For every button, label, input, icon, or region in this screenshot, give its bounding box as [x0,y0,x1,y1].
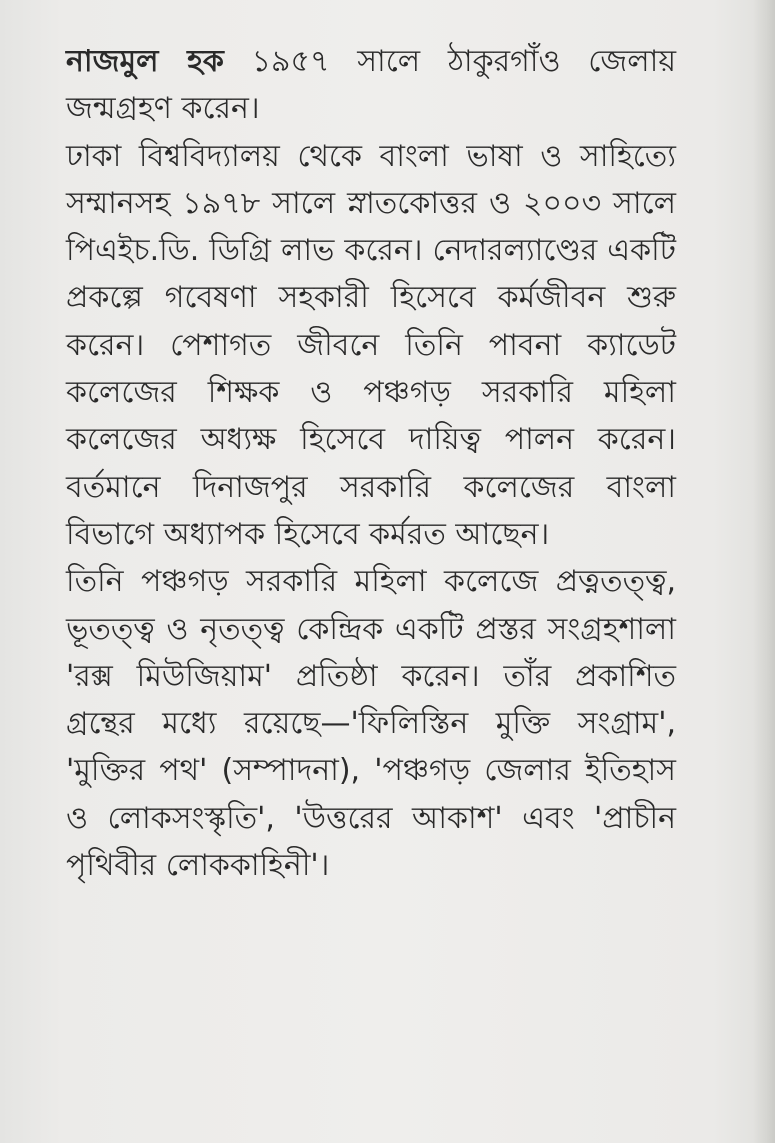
bio-paragraph-birth [66,38,676,133]
page-edge-shadow [753,0,775,1143]
bio-paragraph-career: ঢাকা বিশ্ববিদ্যালয় থেকে বাংলা ভাষা ও সাহিত্যে সম্মানসহ ১৯৭৮ সালে স্নাতকোত্তর ও ২০০৩ সালে পিএইচ.ডি. ডিগ্রি লাভ করেন। নেদারল্যাণ্ডের একটি প্রকল্পে গবেষণা সহকারী হিসেবে কর্মজীবন শুরু করেন। পেশাগত জীবনে তিনি পাবনা ক্যাডেট কলেজের শিক্ষক ও পঞ্চগড় সরকারি মহিলা কলেজের অধ্যক্ষ হিসেবে দায়িত্ব পালন করেন। বর্তমানে দিনাজপুর সরকারি কলেজের বাংলা বিভাগে অধ্যাপক হিসেবে কর্মরত আছেন। [66,138,676,552]
bio-paragraph-works: তিনি পঞ্চগড় সরকারি মহিলা কলেজে প্রত্নতত্ত্ব, ভূতত্ত্ব ও নৃতত্ত্ব কেন্দ্রিক একটি প্রস্তর সংগ্রহশালা 'রক্স মিউজিয়াম' প্রতিষ্ঠা করেন। তাঁর প্রকাশিত গ্রন্থের মধ্যে রয়েছে—'ফিলিস্তিন মুক্তি সংগ্রাম', 'মুক্তির পথ' (সম্পাদনা), 'পঞ্চগড় জেলার ইতিহাস ও লোকসংস্কৃতি', 'উত্তরের আকাশ' এবং 'প্রাচীন পৃথিবীর লোককাহিনী'। [66,564,676,884]
birth-info: ১৯৫৭ সালে ঠাকুরগাঁও জেলায় জন্মগ্রহণ করেন। [66,44,676,127]
author-name: নাজমুল হক [66,44,224,79]
author-bio [66,38,676,889]
